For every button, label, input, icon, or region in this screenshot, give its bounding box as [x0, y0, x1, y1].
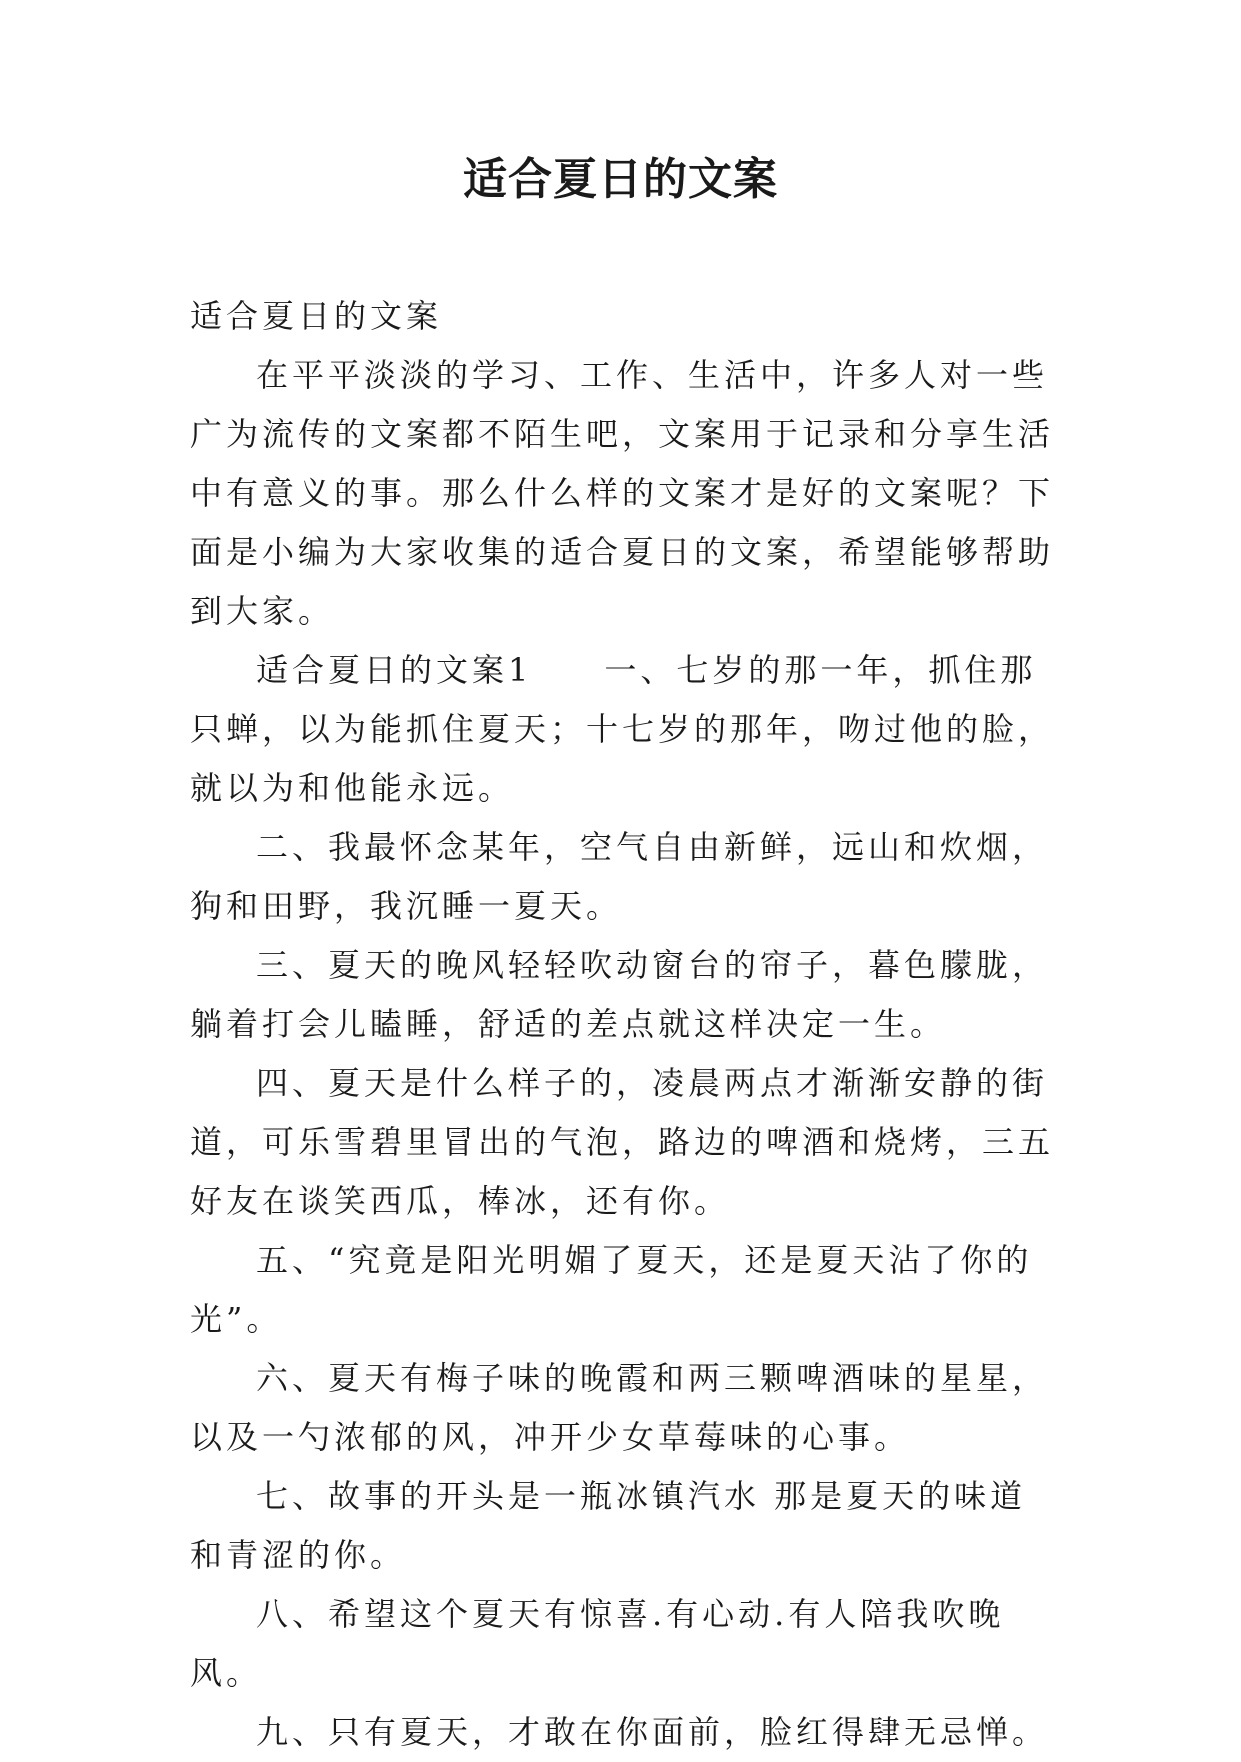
paragraph-subtitle: 适合夏日的文案 [190, 297, 443, 335]
paragraph-item-1: 适合夏日的文案1 一、七岁的那一年，抓住那只蝉，以为能抓住夏天；十七岁的那年，吻过他的脸，就以为和他能永远。 [190, 651, 1055, 807]
paragraph-item-3: 三、夏天的晚风轻轻吹动窗台的帘子，暮色朦胧，躺着打会儿瞌睡，舒适的差点就这样决定一生。 [190, 946, 1049, 1043]
document-title: 适合夏日的文案 [463, 154, 778, 205]
paragraph-item-4: 四、夏天是什么样子的，凌晨两点才渐渐安静的街道，可乐雪碧里冒出的气泡，路边的啤酒和烧烤，三五好友在谈笑西瓜，棒冰，还有你。 [190, 1064, 1055, 1220]
paragraph-item-7: 七、故事的开头是一瓶冰镇汽水 那是夏天的味道和青涩的你。 [190, 1477, 1027, 1574]
document-body [190, 287, 1060, 1762]
paragraph-item-8: 八、希望这个夏天有惊喜.有心动.有人陪我吹晚风。 [190, 1595, 1005, 1692]
paragraph-intro: 在平平淡淡的学习、工作、生活中，许多人对一些广为流传的文案都不陌生吧，文案用于记录和分享生活中有意义的事。那么什么样的文案才是好的文案呢？下面是小编为大家收集的适合夏日的文案，希望能够帮助到大家。 [190, 356, 1055, 630]
paragraph-item-2: 二、我最怀念某年，空气自由新鲜，远山和炊烟，狗和田野，我沉睡一夏天。 [190, 828, 1049, 925]
paragraph-item-6: 六、夏天有梅子味的晚霞和两三颗啤酒味的星星，以及一勺浓郁的风，冲开少女草莓味的心事。 [190, 1359, 1049, 1456]
paragraph-item-9: 九、只有夏天，才敢在你面前，脸红得肆无忌惮。 [256, 1713, 1049, 1751]
paragraph-item-5: 五、“究竟是阳光明媚了夏天，还是夏天沾了你的光”。 [190, 1241, 1033, 1338]
